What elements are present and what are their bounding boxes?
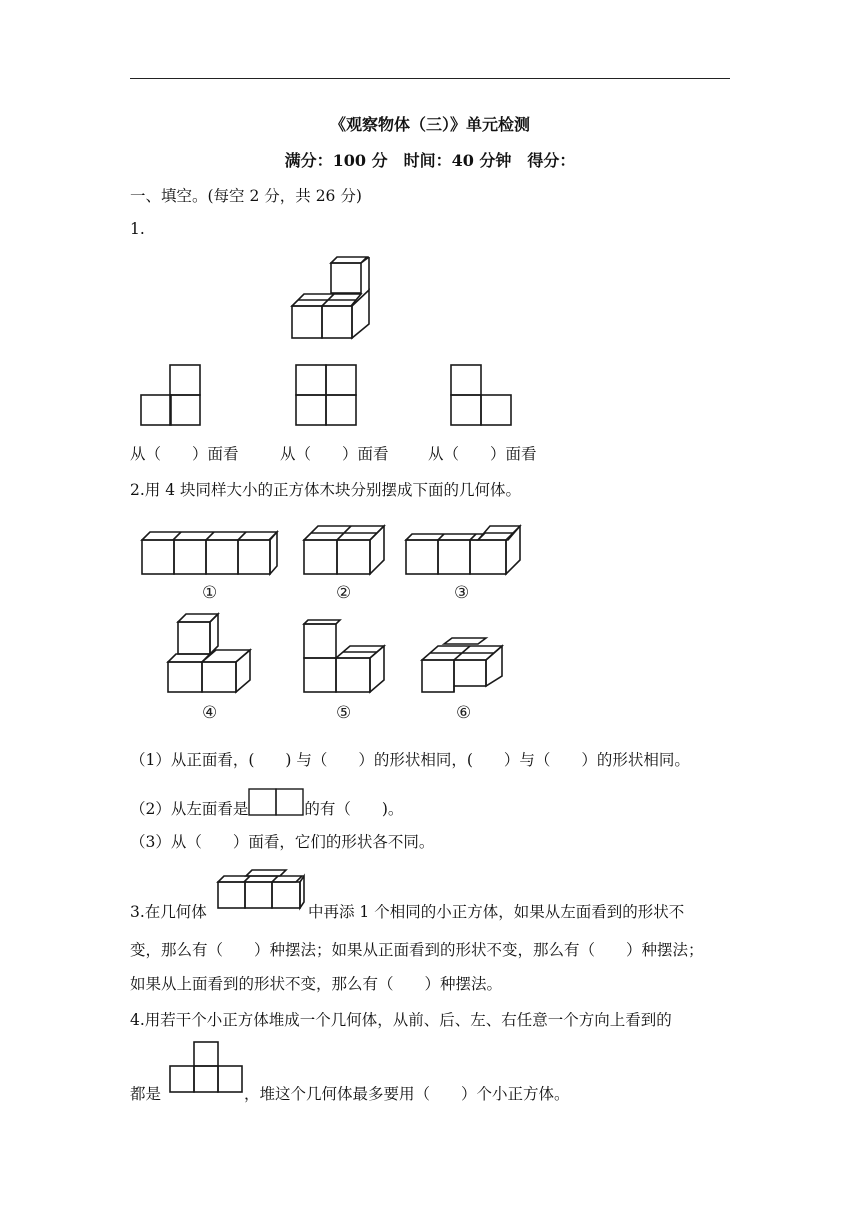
q2-label-5 [334, 700, 358, 724]
q2-label-6 [454, 700, 478, 724]
q2-intro: 2.用 4 块同样大小的正方体木块分别摆成下面的几何体。 [130, 481, 522, 499]
q2-label-1-text: ① [202, 583, 218, 603]
q2-label-4-text: ④ [202, 703, 218, 723]
q2-label-3-text: ③ [454, 583, 470, 603]
q2-figure-4 [166, 610, 254, 694]
q2-sub1: （1）从正面看，( ) 与（ ）的形状相同，( ）与（ ）的形状相同。 [130, 751, 690, 769]
q1-solid-figure [290, 262, 374, 342]
q2-label-2-text: ② [336, 583, 352, 603]
q3-line2: 变，那么有（ ）种摆法；如果从正面看到的形状不变，那么有（ ）种摆法； [130, 941, 704, 959]
q2-sub3: （3）从（ ）面看，它们的形状各不同。 [130, 833, 435, 851]
q3-solid-figure [216, 866, 306, 912]
q2-label-1 [200, 580, 224, 604]
section-heading: 一、填空。(每空 2 分，共 26 分) [130, 187, 362, 205]
q4-line1: 4.用若干个小正方体堆成一个几何体，从前、后、左、右任意一个方向上看到的 [130, 1011, 672, 1029]
q3-line1-before: 3.在几何体 [130, 903, 207, 921]
q1-view-a [140, 364, 202, 426]
q2-figure-3 [404, 524, 522, 578]
header-rule [130, 78, 730, 79]
q1-view-b-caption: 从（ ）面看 [280, 445, 389, 463]
page-title: 《观察物体（三）》单元检测 [329, 115, 530, 134]
q2-sub2-shape-icon [248, 788, 304, 816]
q2-label-6-text: ⑥ [456, 703, 472, 723]
q2-figure-6 [420, 636, 510, 696]
q1-view-b [295, 364, 357, 426]
q4-view-figure [170, 1040, 244, 1096]
q2-sub2 [130, 796, 403, 824]
q2-label-5-text: ⑤ [336, 703, 352, 723]
q1-view-c [450, 364, 512, 426]
q4-line2-before: 都是 [130, 1085, 162, 1103]
q2-label-2 [334, 580, 358, 604]
q2-figure-1 [140, 530, 280, 578]
q2-sub2-after: 的有（ )。 [304, 800, 404, 818]
score-line: 满分：100 分 时间：40 分钟 得分： [284, 151, 576, 170]
q2-sub2-before: （2）从左面看是 [130, 800, 249, 818]
q1-number: 1. [130, 220, 145, 238]
q2-figure-2 [302, 524, 386, 578]
q3-line1-after: 中再添 1 个相同的小正方体，如果从左面看到的形状不 [308, 903, 685, 921]
q2-figure-5 [302, 620, 388, 696]
q2-label-3 [452, 580, 476, 604]
q1-view-a-caption: 从（ ）面看 [130, 445, 239, 463]
q4-line2-after: ，堆这个几何体最多要用（ ）个小正方体。 [244, 1085, 570, 1103]
q2-label-4 [200, 700, 224, 724]
q1-view-c-caption: 从（ ）面看 [428, 445, 537, 463]
q3-line3: 如果从上面看到的形状不变，那么有（ ）种摆法。 [130, 975, 503, 993]
